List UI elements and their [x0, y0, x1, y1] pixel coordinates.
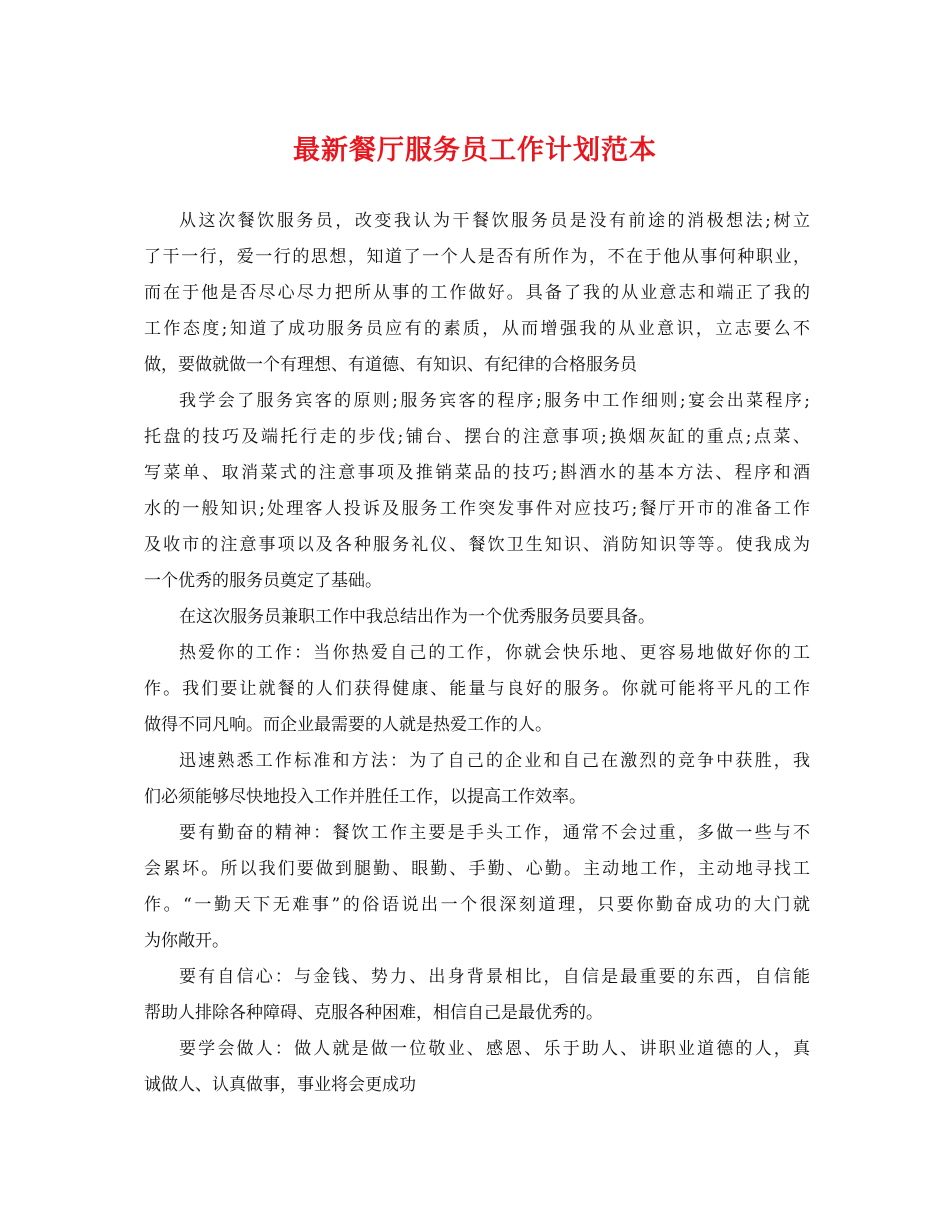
paragraph-line: 了干一行，爱一行的思想，知道了一个人是否有所作为，不在于他从事何种职业，	[144, 247, 810, 267]
paragraph-line: 写菜单、取消菜式的注意事项及推销菜品的技巧;斟酒水的基本方法、程序和酒	[144, 463, 810, 483]
paragraph-line: 作。“一勤天下无难事”的俗语说出一个很深刻道理，只要你勤奋成功的大门就	[144, 895, 810, 915]
paragraph-line: 诚做人、认真做事，事业将会更成功	[144, 1075, 416, 1095]
paragraph-line: 要有自信心：与金钱、势力、出身背景相比，自信是最重要的东西，自信能	[179, 967, 810, 987]
paragraph-line: 在这次服务员兼职工作中我总结出作为一个优秀服务员要具备。	[179, 607, 655, 627]
paragraph-8	[144, 1031, 810, 1103]
paragraph-line: 热爱你的工作：当你热爱自己的工作，你就会快乐地、更容易地做好你的工	[179, 643, 810, 663]
paragraph-line: 一个优秀的服务员奠定了基础。	[144, 571, 382, 591]
paragraph-2	[144, 383, 810, 599]
paragraph-line: 而在于他是否尽心尽力把所从事的工作做好。具备了我的从业意志和端正了我的	[144, 283, 810, 303]
paragraph-line: 及收市的注意事项以及各种服务礼仪、餐饮卫生知识、消防知识等等。使我成为	[144, 535, 810, 555]
paragraph-4	[144, 635, 810, 743]
paragraph-line: 帮助人排除各种障碍、克服各种困难，相信自己是最优秀的。	[144, 1003, 603, 1023]
paragraph-line: 要有勤奋的精神：餐饮工作主要是手头工作，通常不会过重，多做一些与不	[179, 823, 810, 843]
paragraph-7	[144, 959, 810, 1031]
paragraph-line: 做得不同凡响。而企业最需要的人就是热爱工作的人。	[144, 715, 552, 735]
paragraph-line: 为你敞开。	[144, 931, 229, 951]
document-title: 最新餐厅服务员工作计划范本	[293, 135, 657, 166]
paragraph-line: 迅速熟悉工作标准和方法：为了自己的企业和自己在激烈的竞争中获胜，我	[179, 751, 810, 771]
paragraph-line: 从这次餐饮服务员，改变我认为干餐饮服务员是没有前途的消极想法;树立	[179, 211, 810, 231]
paragraph-line: 工作态度;知道了成功服务员应有的素质，从而增强我的从业意识，立志要么不	[144, 319, 810, 339]
paragraph-line: 作。我们要让就餐的人们获得健康、能量与良好的服务。你就可能将平凡的工作	[144, 679, 810, 699]
paragraph-line: 做，要做就做一个有理想、有道德、有知识、有纪律的合格服务员	[144, 355, 637, 375]
paragraph-5	[144, 743, 810, 815]
paragraph-line: 托盘的技巧及端托行走的步伐;铺台、摆台的注意事项;换烟灰缸的重点;点菜、	[144, 427, 810, 447]
paragraph-1	[144, 203, 810, 383]
document-body	[144, 203, 810, 1103]
paragraph-line: 水的一般知识;处理客人投诉及服务工作突发事件对应技巧;餐厅开市的准备工作	[144, 499, 810, 519]
paragraph-6	[144, 815, 810, 959]
paragraph-line: 会累坏。所以我们要做到腿勤、眼勤、手勤、心勤。主动地工作，主动地寻找工	[144, 859, 810, 879]
paragraph-line: 要学会做人：做人就是做一位敬业、感恩、乐于助人、讲职业道德的人，真	[179, 1039, 810, 1059]
paragraph-line: 我学会了服务宾客的原则;服务宾客的程序;服务中工作细则;宴会出菜程序;	[179, 391, 810, 411]
paragraph-3	[144, 599, 810, 635]
paragraph-line: 们必须能够尽快地投入工作并胜任工作，以提高工作效率。	[144, 787, 586, 807]
